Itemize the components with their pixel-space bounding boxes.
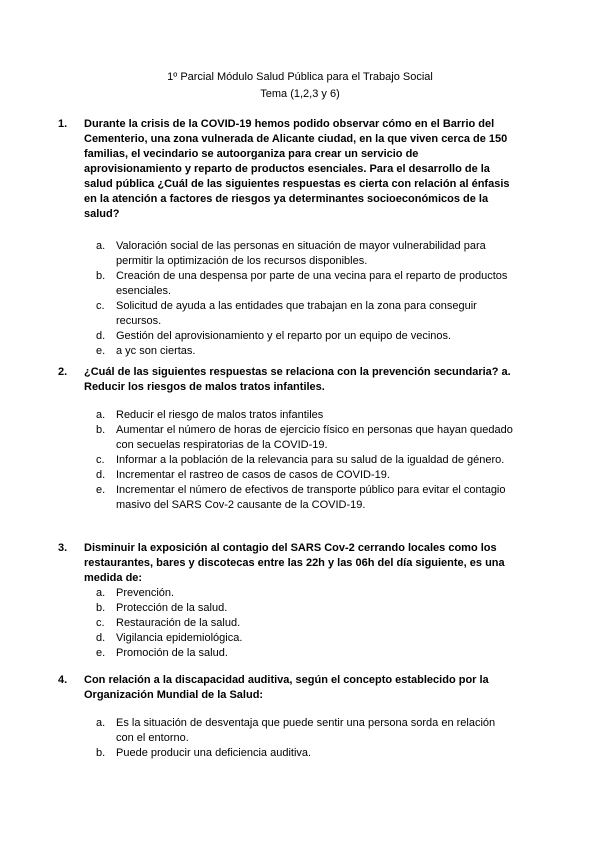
option — [84, 716, 514, 746]
question-number: 3. — [58, 542, 68, 554]
option-text: Solicitud de ayuda a las entidades que trabajan en la zona para conseguir recursos. — [116, 300, 477, 327]
options-list — [84, 586, 514, 661]
question-3 — [58, 541, 514, 661]
option — [84, 631, 514, 646]
option-text: Informar a la población de la relevancia para su salud de la igualdad de género. — [116, 454, 505, 466]
option — [84, 586, 514, 601]
option-text: Protección de la salud. — [116, 602, 228, 614]
option-letter: a. — [96, 240, 106, 252]
question-number: 2. — [58, 366, 68, 378]
option-text: Valoración social de las personas en situación de mayor vulnerabilidad para permitir la optimización de los recursos disponibles. — [116, 240, 486, 267]
question-stem: Disminuir la exposición al contagio del SARS Cov-2 cerrando locales como los restaurantes, bares y discotecas entre las 22h y las 06h del día siguiente, es una medida de: — [84, 542, 505, 584]
question-1 — [58, 117, 514, 359]
option-text: Creación de una despensa por parte de una vecina para el reparto de productos esenciales. — [116, 270, 508, 297]
question-4 — [58, 673, 514, 761]
option-letter: a. — [96, 717, 106, 729]
option-text: Restauración de la salud. — [116, 617, 241, 629]
option — [84, 269, 514, 299]
document-header — [0, 69, 600, 103]
question-stem: Con relación a la discapacidad auditiva, según el concepto establecido por la Organización Mundial de la Salud: — [84, 674, 489, 701]
option-letter: c. — [96, 617, 105, 629]
option-text: Reducir el riesgo de malos tratos infantiles — [116, 409, 324, 421]
option-letter: d. — [96, 632, 106, 644]
question-stem: Durante la crisis de la COVID-19 hemos podido observar cómo en el Barrio del Cementerio, una zona vulnerada de Alicante ciudad, en la que viven cerca de 150 familias, el vecindario se autoorganiza para crear un servicio de aprovisionamiento y reparto de productos esenciales. Para el desarrollo de la salud pública ¿Cuál de las siguientes respuestas es cierta con relación al énfasis en la atención a factores de riesgos ya determinantes socioeconómicos de la salud? — [84, 118, 510, 220]
option — [84, 329, 514, 344]
option-text: Es la situación de desventaja que puede sentir una persona sorda en relación con el entorno. — [116, 717, 496, 744]
question-number: 4. — [58, 674, 68, 686]
option-letter: e. — [96, 345, 106, 357]
option-text: Promoción de la salud. — [116, 647, 228, 659]
option-text: Puede producir una deficiencia auditiva. — [116, 747, 312, 759]
option-letter: b. — [96, 424, 106, 436]
option-text: Incrementar el número de efectivos de transporte público para evitar el contagio masivo del SARS Cov-2 causante de la COVID-19. — [116, 484, 506, 511]
question-number: 1. — [58, 118, 68, 130]
option-letter: d. — [96, 330, 106, 342]
option — [84, 344, 514, 359]
option-text: Prevención. — [116, 587, 175, 599]
option-letter: e. — [96, 647, 106, 659]
option-letter: d. — [96, 469, 106, 481]
question-2 — [58, 365, 514, 513]
option-text: Vigilancia epidemiológica. — [116, 632, 243, 644]
option — [84, 646, 514, 661]
option-text: a yc son ciertas. — [116, 345, 196, 357]
options-list — [84, 239, 514, 359]
option — [84, 423, 514, 453]
option-text: Aumentar el número de horas de ejercicio físico en personas que hayan quedado con secuelas respiratorias de la COVID-19. — [116, 424, 513, 451]
option-letter: b. — [96, 602, 106, 614]
option — [84, 746, 514, 761]
option-letter: b. — [96, 747, 106, 759]
option-letter: e. — [96, 484, 106, 496]
option — [84, 468, 514, 483]
option-letter: c. — [96, 300, 105, 312]
option-letter: a. — [96, 587, 106, 599]
option-text: Incrementar el rastreo de casos de casos de COVID-19. — [116, 469, 390, 481]
option-letter: c. — [96, 454, 105, 466]
option-text: Gestión del aprovisionamiento y el reparto por un equipo de vecinos. — [116, 330, 452, 342]
option-letter: b. — [96, 270, 106, 282]
option — [84, 453, 514, 468]
option — [84, 483, 514, 513]
document-title: 1º Parcial Módulo Salud Pública para el Trabajo Social — [167, 71, 433, 83]
options-list — [84, 716, 514, 761]
question-stem: ¿Cuál de las siguientes respuestas se relaciona con la prevención secundaria? a. Reducir los riesgos de malos tratos infantiles. — [84, 366, 511, 393]
option — [84, 299, 514, 329]
option-letter: a. — [96, 409, 106, 421]
option — [84, 616, 514, 631]
option — [84, 408, 514, 423]
options-list — [84, 408, 514, 513]
option — [84, 239, 514, 269]
option — [84, 601, 514, 616]
document-subtitle: Tema (1,2,3 y 6) — [260, 88, 340, 100]
